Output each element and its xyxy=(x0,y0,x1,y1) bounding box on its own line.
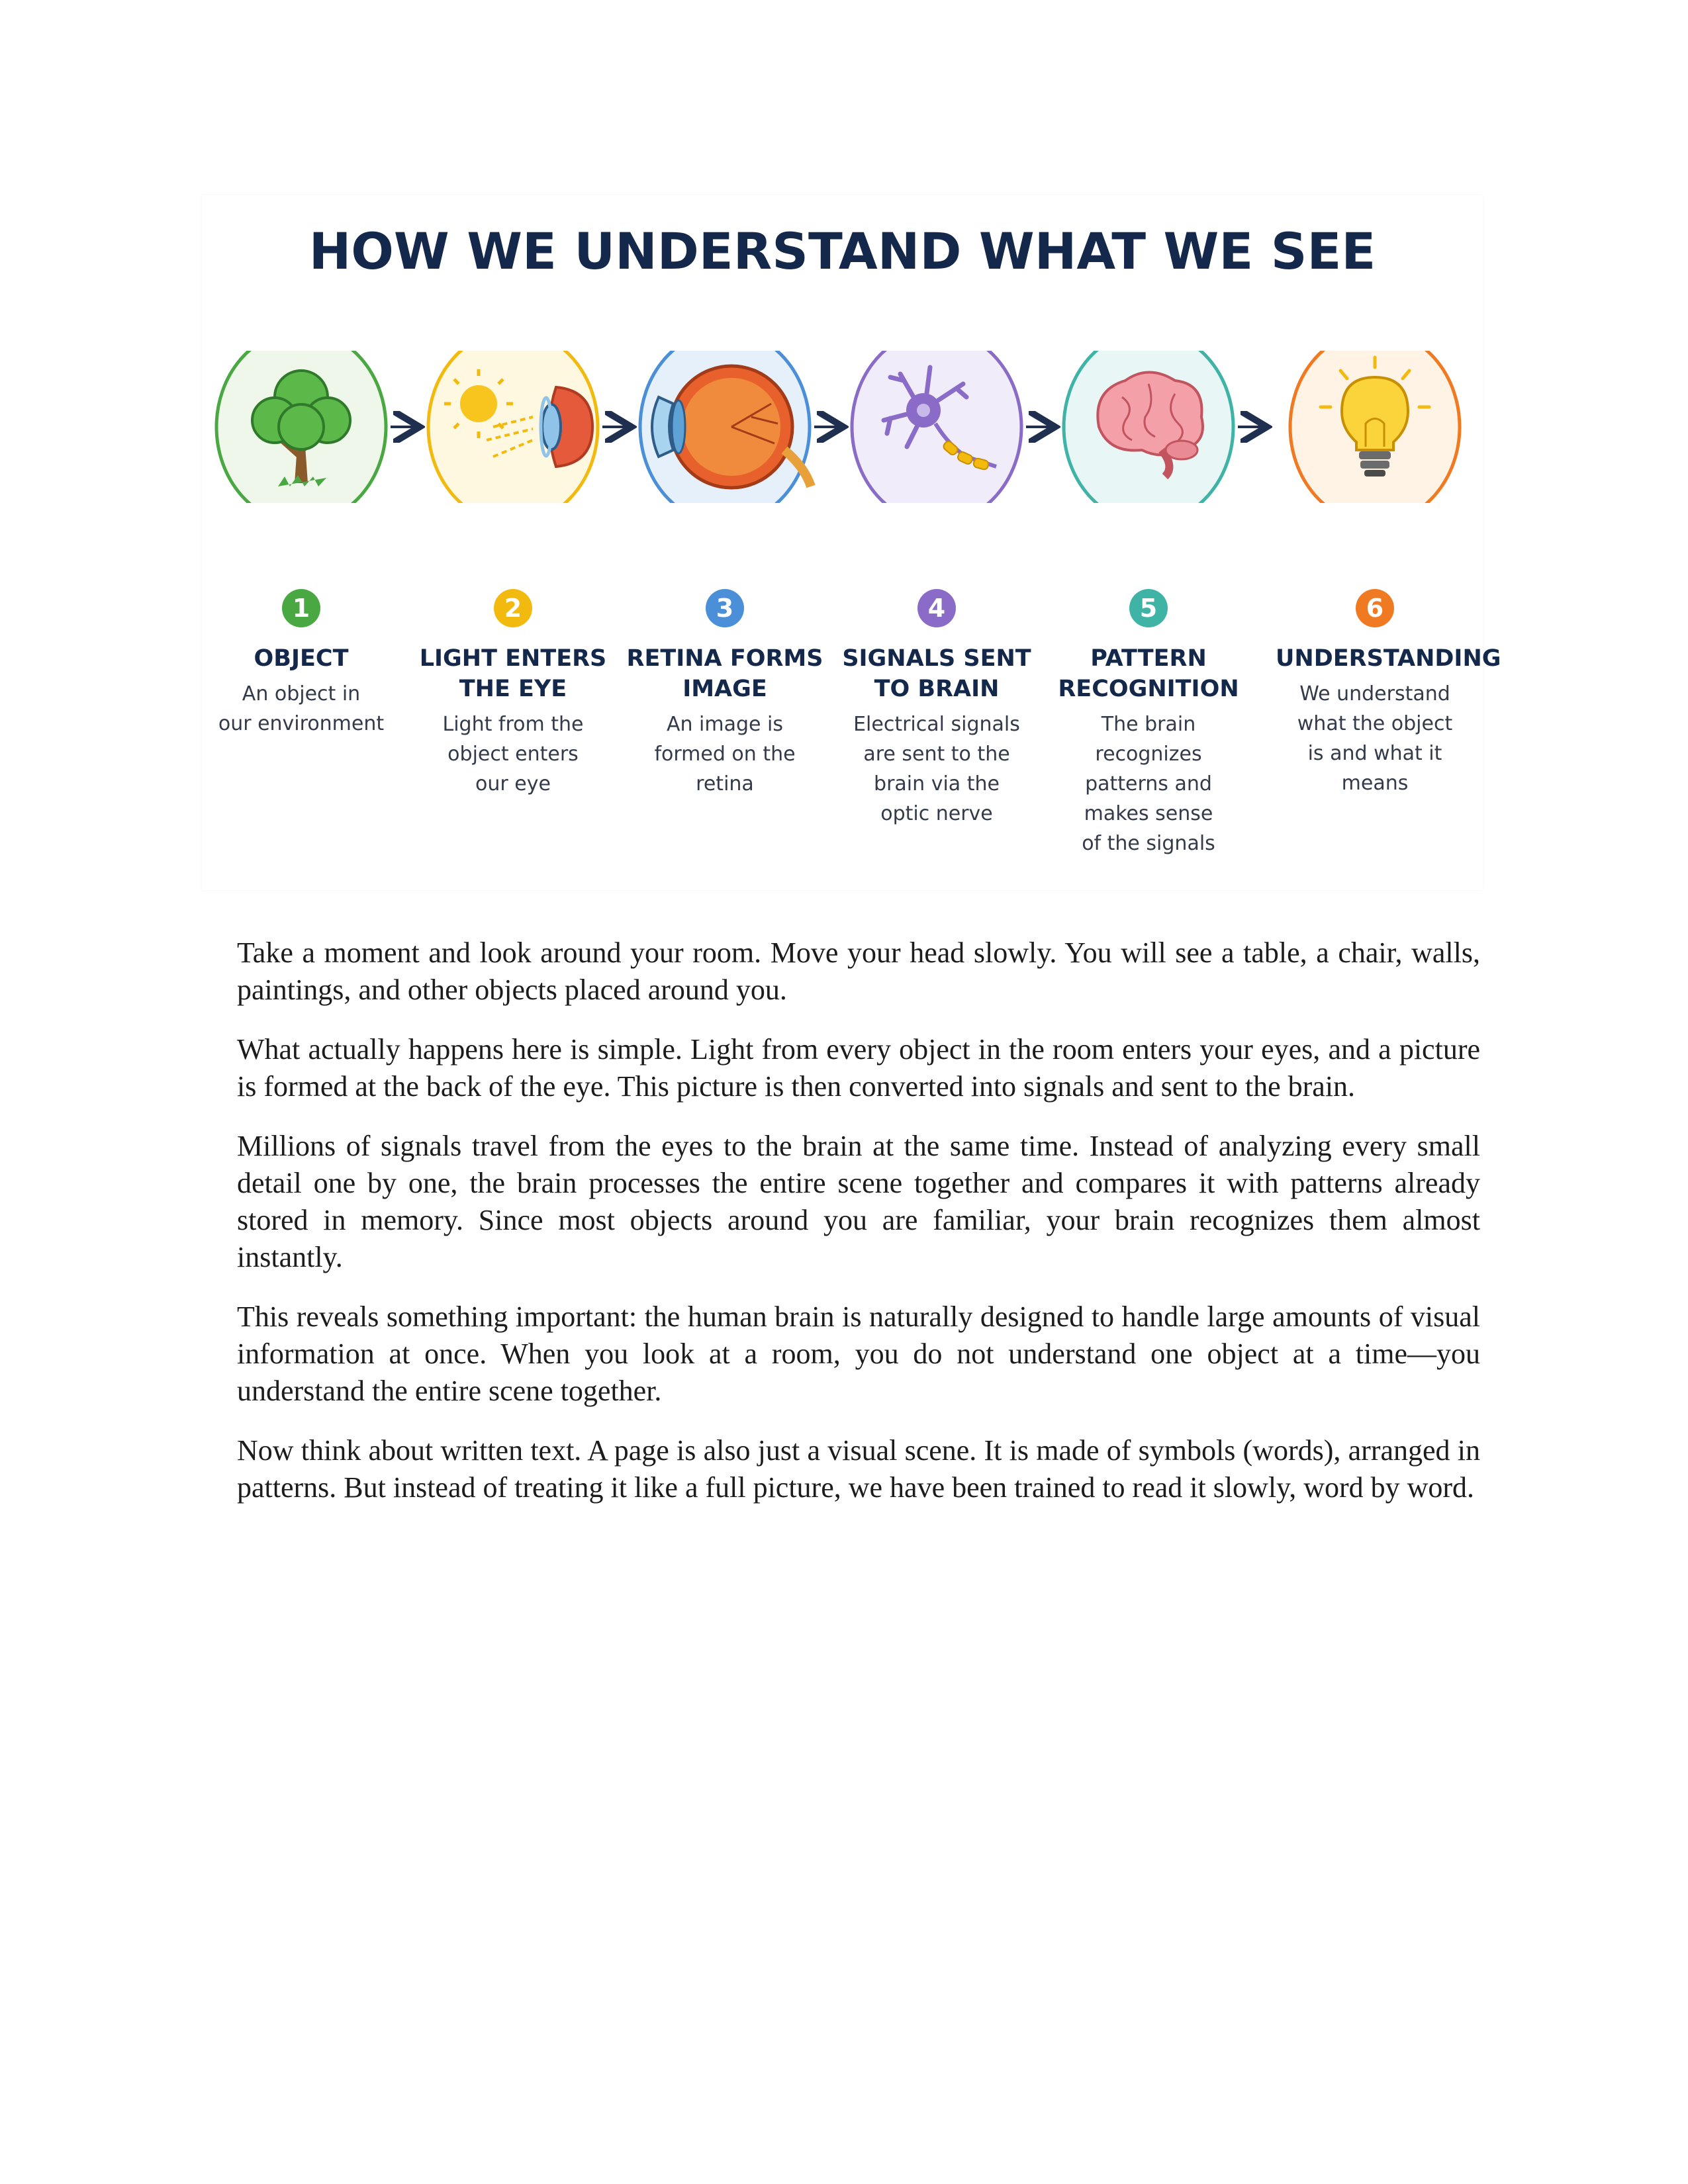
step-number-badge: 3 xyxy=(706,589,744,627)
step-understanding xyxy=(1276,589,1501,798)
step-retina-forms-image xyxy=(626,589,824,799)
step-description: An object in our environment xyxy=(218,682,385,735)
body-text xyxy=(237,934,1480,1529)
neuron-icon xyxy=(852,351,1021,503)
paragraph: What actually happens here is simple. Light from every object in the room enters your eyes, and a picture is formed at the back of the eye. This picture is then converted into signals and sent to the brain. xyxy=(237,1033,1480,1103)
process-flow xyxy=(202,351,1483,503)
step-title: SIGNALS SENT TO BRAIN xyxy=(842,645,1031,702)
step-title: PATTERN RECOGNITION xyxy=(1058,645,1239,702)
eye-cross-section-icon xyxy=(640,351,811,503)
step-light-enters xyxy=(414,589,612,799)
step-description: We understand what the object is and what it means xyxy=(1297,682,1453,795)
infographic-title: HOW WE UNDERSTAND WHAT WE SEE xyxy=(308,222,1376,281)
step-description: The brain recognizes patterns and makes sense of the signals xyxy=(1082,713,1215,855)
step-number-badge: 6 xyxy=(1356,589,1394,627)
step-number-badge: 1 xyxy=(282,589,320,627)
step-number-badge: 4 xyxy=(917,589,956,627)
step-title: UNDERSTANDING xyxy=(1276,645,1501,672)
infographic xyxy=(202,195,1501,890)
step-description: Light from the object enters our eye xyxy=(442,713,584,796)
sun-eye-icon xyxy=(428,351,598,503)
tree-icon xyxy=(216,351,386,503)
step-title: OBJECT xyxy=(254,645,349,672)
paragraph: Take a moment and look around your room. Move your head slowly. You will see a table, a chair, walls, paintings, and other objects placed around you. xyxy=(237,936,1480,1006)
step-pattern-recognition xyxy=(1049,589,1248,858)
paragraph: This reveals something important: the human brain is naturally designed to handle large amounts of visual information at once. When you look at a room, you do not understand one object at a time—you understand the entire scene together. xyxy=(237,1300,1480,1407)
step-title: LIGHT ENTERS THE EYE xyxy=(419,645,607,702)
step-number-badge: 5 xyxy=(1129,589,1168,627)
step-description: Electrical signals are sent to the brain via the optic nerve xyxy=(853,713,1020,825)
light-bulb-icon xyxy=(1290,351,1460,503)
brain-icon xyxy=(1064,351,1233,503)
paragraph: Millions of signals travel from the eyes to the brain at the same time. Instead of analyzing every small detail one by one, the brain processes the entire scene together and compares it with patterns already stored in memory. Since most objects around you are familiar, your brain recognizes them almost instantly. xyxy=(237,1130,1480,1273)
step-title: RETINA FORMS IMAGE xyxy=(626,645,823,702)
paragraph: Now think about written text. A page is also just a visual scene. It is made of symbols (words), arranged in patterns. But instead of treating it like a full picture, we have been trained to read it slowly, word by word. xyxy=(237,1434,1480,1504)
step-number-badge: 2 xyxy=(494,589,532,627)
step-description: An image is formed on the retina xyxy=(654,713,796,796)
step-signals-sent xyxy=(837,589,1036,829)
step-object xyxy=(202,589,400,739)
